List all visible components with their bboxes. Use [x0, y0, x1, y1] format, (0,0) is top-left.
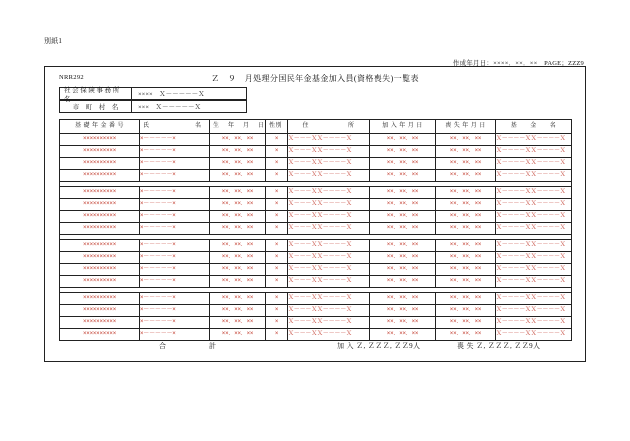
table-cell: ××．××．××: [210, 264, 266, 276]
table-cell: ×: [266, 293, 288, 305]
col-header-join-date-text: 加 入 年 月 日: [382, 123, 423, 129]
table-cell: ××．××．××: [370, 187, 436, 199]
table-cell: ×－－－－－×: [140, 252, 210, 264]
table-cell: ×－－－－－×: [140, 264, 210, 276]
table-row: [60, 317, 572, 329]
table-row: [60, 329, 572, 341]
table-row: [60, 211, 572, 223]
table-cell: ×－－－－－×: [140, 170, 210, 182]
table-cell: ××．××．××: [210, 252, 266, 264]
table-cell: Ｘ－－－－ＸＸ－－－－Ｘ: [496, 329, 572, 341]
table-cell: Ｘ－－－ＸＸ－－－－Ｘ: [288, 211, 370, 223]
table-cell: ××．××．××: [436, 329, 496, 341]
table-cell: ×－－－－－×: [140, 305, 210, 317]
table-row: [60, 223, 572, 235]
table-cell: ××．××．××: [370, 223, 436, 235]
table-cell: ×: [266, 252, 288, 264]
table-cell: ××．××．××: [210, 317, 266, 329]
col-header-address-text: 住 所: [302, 123, 355, 129]
table-cell: Ｘ－－－ＸＸ－－－－Ｘ: [288, 252, 370, 264]
table-cell: Ｘ－－－－ＸＸ－－－－Ｘ: [496, 276, 572, 288]
table-cell: ××．××．××: [370, 240, 436, 252]
table-header-row: [60, 120, 572, 134]
table-cell: Ｘ－－－ＸＸ－－－－Ｘ: [288, 329, 370, 341]
table-cell: ××．××．××: [210, 305, 266, 317]
table-cell: ×－－－－－×: [140, 329, 210, 341]
document-meta: 作成年月日：××××．××．×× PAGE；ZZZ9: [452, 60, 584, 67]
table-cell: ×: [266, 240, 288, 252]
col-header-birthdate-text: 生 年 月 日: [213, 123, 265, 129]
table-cell: ××．××．××: [210, 158, 266, 170]
table-cell: ××××××××××: [60, 187, 140, 199]
table-cell: ×－－－－－×: [140, 199, 210, 211]
table-cell: Ｘ－－－ＸＸ－－－－Ｘ: [288, 305, 370, 317]
municipality-box: [59, 100, 247, 113]
table-cell: Ｘ－－－ＸＸ－－－－Ｘ: [288, 317, 370, 329]
table-cell: Ｘ－－－ＸＸ－－－－Ｘ: [288, 134, 370, 146]
municipality-value: ××× Ｘ－－－－－Ｘ: [138, 104, 201, 111]
social-insurance-office-value: ×××× Ｘ－－－－－Ｘ: [138, 91, 205, 98]
table-cell: ××××××××××: [60, 240, 140, 252]
table-cell: ××．××．××: [436, 240, 496, 252]
table-cell: ××．××．××: [370, 329, 436, 341]
col-header-pension-number-text: 基 礎 年 金 番 号: [74, 123, 124, 129]
table-cell: ×－－－－－×: [140, 223, 210, 235]
table-cell: ×: [266, 158, 288, 170]
table-cell: ××．××．××: [436, 158, 496, 170]
table-row: [60, 305, 572, 317]
table-cell: ×－－－－－×: [140, 317, 210, 329]
table-cell: Ｘ－－－－ＸＸ－－－－Ｘ: [496, 211, 572, 223]
table-cell: ×: [266, 305, 288, 317]
table-cell: ×: [266, 134, 288, 146]
table-cell: ××．××．××: [210, 211, 266, 223]
table-cell: ××．××．××: [370, 146, 436, 158]
table-cell: ××．××．××: [436, 276, 496, 288]
col-header-fund-name-text: 基 金 名: [510, 123, 557, 129]
table-cell: ××．××．××: [436, 305, 496, 317]
table-cell: ××．××．××: [210, 329, 266, 341]
table-cell: Ｘ－－－ＸＸ－－－－Ｘ: [288, 158, 370, 170]
table-cell: ××．××．××: [210, 240, 266, 252]
table-cell: ××××××××××: [60, 170, 140, 182]
table-cell: ××××××××××: [60, 305, 140, 317]
table-cell: ××．××．××: [436, 187, 496, 199]
table-cell: Ｘ－－－ＸＸ－－－－Ｘ: [288, 240, 370, 252]
totals-row: [59, 341, 571, 355]
table-cell: ××．××．××: [436, 170, 496, 182]
table-row: [60, 199, 572, 211]
members-table: [59, 119, 572, 341]
table-cell: Ｘ－－－－ＸＸ－－－－Ｘ: [496, 240, 572, 252]
social-insurance-office-label: 社 会 保 険 事 務 所 名: [60, 88, 132, 99]
table-cell: ×: [266, 199, 288, 211]
table-cell: ××．××．××: [370, 211, 436, 223]
table-cell: ×: [266, 211, 288, 223]
table-cell: ×: [266, 317, 288, 329]
table-cell: ××××××××××: [60, 252, 140, 264]
col-header-gender-text: 性別: [269, 123, 283, 129]
table-cell: ×－－－－－×: [140, 276, 210, 288]
table-cell: ×: [266, 264, 288, 276]
table-cell: ××．××．××: [436, 211, 496, 223]
table-cell: ××××××××××: [60, 264, 140, 276]
table-row: [60, 264, 572, 276]
table-cell: ××．××．××: [370, 317, 436, 329]
table-cell: ××××××××××: [60, 134, 140, 146]
table-cell: ××．××．××: [436, 252, 496, 264]
table-cell: ×－－－－－×: [140, 146, 210, 158]
table-cell: ××．××．××: [370, 199, 436, 211]
table-cell: Ｘ－－－ＸＸ－－－－Ｘ: [288, 187, 370, 199]
table-cell: ××．××．××: [210, 134, 266, 146]
table-cell: Ｘ－－－－ＸＸ－－－－Ｘ: [496, 317, 572, 329]
table-cell: Ｘ－－－－ＸＸ－－－－Ｘ: [496, 199, 572, 211]
col-header-address: [288, 120, 370, 134]
municipality-label: 市 町 村 名: [60, 101, 132, 112]
table-cell: ×－－－－－×: [140, 134, 210, 146]
table-cell: Ｘ－－－ＸＸ－－－－Ｘ: [288, 276, 370, 288]
table-row: [60, 240, 572, 252]
table-cell: ××．××．××: [370, 293, 436, 305]
table-cell: ××××××××××: [60, 158, 140, 170]
table-row: [60, 293, 572, 305]
table-cell: ×: [266, 146, 288, 158]
form-code: NRR292: [59, 74, 84, 81]
table-cell: ××．××．××: [370, 134, 436, 146]
col-header-pension-number: [60, 120, 140, 134]
table-cell: Ｘ－－－－ＸＸ－－－－Ｘ: [496, 158, 572, 170]
table-cell: ×: [266, 223, 288, 235]
table-cell: ××．××．××: [436, 199, 496, 211]
col-header-birthdate: [210, 120, 266, 134]
table-cell: Ｘ－－－－ＸＸ－－－－Ｘ: [496, 146, 572, 158]
page-title: Ｚ ９ 月処理分国民年金基金加入員(資格喪失)一覧表: [211, 74, 419, 83]
table-cell: ××××××××××: [60, 223, 140, 235]
table-cell: ×－－－－－×: [140, 187, 210, 199]
table-cell: Ｘ－－－－ＸＸ－－－－Ｘ: [496, 293, 572, 305]
table-cell: ××．××．××: [436, 317, 496, 329]
table-cell: ××．××．××: [210, 146, 266, 158]
table-cell: Ｘ－－－ＸＸ－－－－Ｘ: [288, 199, 370, 211]
table-cell: ××．××．××: [370, 276, 436, 288]
table-cell: Ｘ－－－－ＸＸ－－－－Ｘ: [496, 170, 572, 182]
table-cell: ××××××××××: [60, 276, 140, 288]
table-cell: ××．××．××: [370, 170, 436, 182]
social-insurance-office-box: [59, 86, 247, 103]
table-row: [60, 187, 572, 199]
table-cell: ××．××．××: [436, 264, 496, 276]
table-cell: Ｘ－－－－ＸＸ－－－－Ｘ: [496, 223, 572, 235]
table-cell: ××．××．××: [210, 170, 266, 182]
table-row: [60, 158, 572, 170]
table-cell: ××．××．××: [370, 158, 436, 170]
table-cell: ××．××．××: [210, 223, 266, 235]
table-cell: ××××××××××: [60, 211, 140, 223]
table-row: [60, 252, 572, 264]
table-row: [60, 146, 572, 158]
table-body: [60, 134, 572, 341]
col-header-fund-name: [496, 120, 572, 134]
table-row: [60, 134, 572, 146]
total-added: 加 入 Ｚ, ＺＺＺ, ＺＺ9人: [337, 342, 421, 350]
table-cell: Ｘ－－－－ＸＸ－－－－Ｘ: [496, 264, 572, 276]
col-header-loss-date-text: 喪 失 年 月 日: [445, 123, 486, 129]
table-cell: ××．××．××: [436, 293, 496, 305]
table-cell: Ｘ－－－ＸＸ－－－－Ｘ: [288, 293, 370, 305]
table-cell: Ｘ－－－ＸＸ－－－－Ｘ: [288, 146, 370, 158]
table-cell: ××．××．××: [436, 223, 496, 235]
col-header-gender: [266, 120, 288, 134]
table-cell: ××××××××××: [60, 293, 140, 305]
table-row: [60, 170, 572, 182]
table-cell: ×: [266, 329, 288, 341]
col-header-loss-date: [436, 120, 496, 134]
table-cell: ××．××．××: [210, 187, 266, 199]
table-cell: Ｘ－－－ＸＸ－－－－Ｘ: [288, 223, 370, 235]
attachment-label: 別紙1: [44, 37, 63, 45]
table-cell: ××．××．××: [370, 264, 436, 276]
table-cell: ×: [266, 276, 288, 288]
col-header-name-text: 氏 名: [143, 123, 202, 129]
table-cell: ××．××．××: [436, 134, 496, 146]
report-header: [45, 67, 585, 113]
table-cell: Ｘ－－－ＸＸ－－－－Ｘ: [288, 264, 370, 276]
report-frame: [44, 66, 586, 362]
table-cell: ××．××．××: [210, 276, 266, 288]
table-cell: Ｘ－－－－ＸＸ－－－－Ｘ: [496, 187, 572, 199]
table-cell: ×－－－－－×: [140, 158, 210, 170]
table-cell: ××××××××××: [60, 146, 140, 158]
table-cell: ×－－－－－×: [140, 293, 210, 305]
table-cell: ××．××．××: [370, 305, 436, 317]
table-cell: Ｘ－－－－ＸＸ－－－－Ｘ: [496, 134, 572, 146]
col-header-name: [140, 120, 210, 134]
table-cell: ××××××××××: [60, 329, 140, 341]
table-cell: ××××××××××: [60, 199, 140, 211]
table-cell: ××．××．××: [436, 146, 496, 158]
total-lost: 喪 失 Ｚ, ＺＺＺ, ＺＺ9人: [457, 342, 541, 350]
table-cell: ××．××．××: [210, 199, 266, 211]
table-cell: ×－－－－－×: [140, 240, 210, 252]
table-cell: ××．××．××: [210, 293, 266, 305]
table-cell: Ｘ－－－－ＸＸ－－－－Ｘ: [496, 252, 572, 264]
table-cell: Ｘ－－－－ＸＸ－－－－Ｘ: [496, 305, 572, 317]
table-row: [60, 276, 572, 288]
col-header-join-date: [370, 120, 436, 134]
table-cell: Ｘ－－－ＸＸ－－－－Ｘ: [288, 170, 370, 182]
table-cell: ×－－－－－×: [140, 211, 210, 223]
table-cell: ××××××××××: [60, 317, 140, 329]
table-cell: ××．××．××: [370, 252, 436, 264]
table-cell: ×: [266, 170, 288, 182]
table-cell: ×: [266, 187, 288, 199]
total-label: 合 計: [159, 342, 219, 350]
